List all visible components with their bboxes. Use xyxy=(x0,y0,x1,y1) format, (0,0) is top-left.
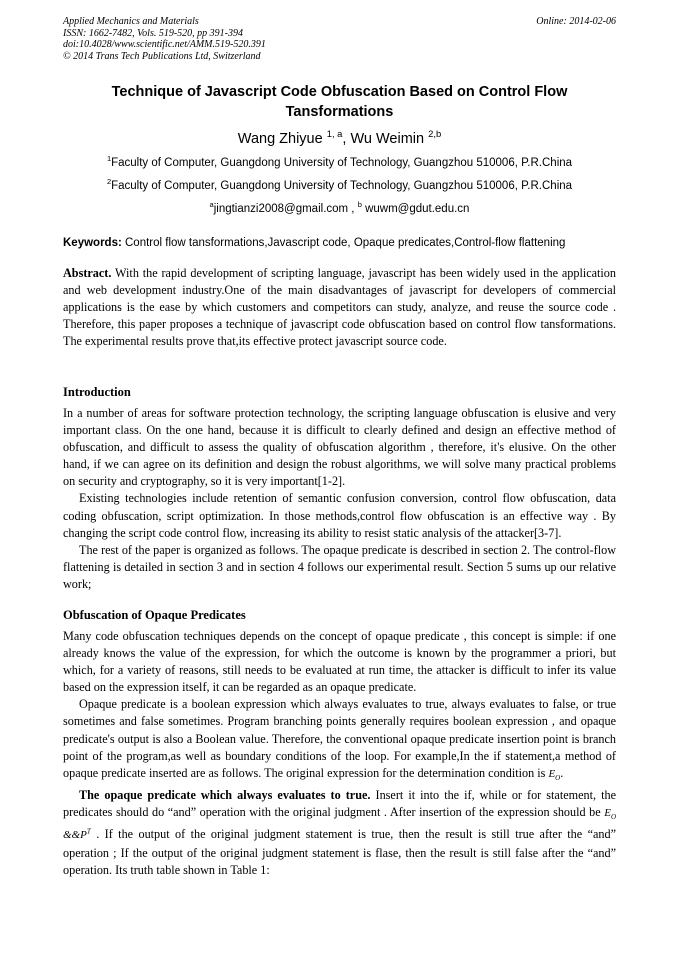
expr-p-sup: T xyxy=(86,827,91,836)
affiliation-2 xyxy=(63,179,616,193)
author-separator: , xyxy=(342,131,347,147)
opaque-paragraph-3-b: . If the output of the original judgment statement is true, then the result is still true after the “and” operation ; If the output of the original judgment statement is flase, then the result is still false after the “and” operation. Its truth table shown in Table 1: xyxy=(63,827,617,877)
affiliation-2-sup: 2 xyxy=(106,177,112,187)
opaque-paragraph-2 xyxy=(63,696,616,787)
expr-p: P xyxy=(80,829,87,842)
email-b: wuwm@gdut.edu.cn xyxy=(365,203,470,215)
affiliation-1-text: Faculty of Computer, Guangdong University of Technology, Guangzhou 510006, P.R.China xyxy=(111,157,573,169)
intro-paragraph-3: The rest of the paper is organized as follows. The opaque predicate is described in section 2. The control-flow flattening is detailed in section 3 and in section 4 follows our experimental result. Section 5 sums up our relative work; xyxy=(63,542,616,591)
issn-line: ISSN: 1662-7482, Vols. 519-520, pp 391-394 xyxy=(63,27,243,39)
expr-and: && xyxy=(63,829,81,842)
author-2-sup: 2,b xyxy=(428,128,442,140)
author-2-name: Wu Weimin xyxy=(350,131,425,147)
online-date: Online: 2014-02-06 xyxy=(536,16,616,27)
opaque-heading: Obfuscation of Opaque Predicates xyxy=(63,608,246,622)
expression-eo xyxy=(548,768,560,780)
intro-body xyxy=(63,405,616,593)
author-1-name: Wang Zhiyue xyxy=(237,131,323,147)
keywords-text: Control flow tansformations,Javascript code, Opaque predicates,Control-flow flattening xyxy=(125,237,566,249)
email-a-sup: a xyxy=(209,200,214,210)
expr-eo-base: E xyxy=(604,807,611,820)
opaque-paragraph-3 xyxy=(63,787,616,879)
opaque-paragraph-2-end: . xyxy=(560,765,564,780)
intro-paragraph-2: Existing technologies include retention of semantic confusion conversion, control flow obfuscation, data coding obfuscation, script optimization. In those methods,control flow obfuscation is an effective way . By changing the script code control flow, increasing its ability to resist static analysis of the attacker[3-7]. xyxy=(63,491,616,540)
opaque-true-heading: The opaque predicate which always evaluates to true. xyxy=(79,788,371,803)
affiliation-1 xyxy=(63,156,616,170)
opaque-paragraph-3-a: Insert it into the if, while or for statement, the predicates should do “and” operation with the original judgment . After insertion of the expression should be xyxy=(63,788,617,820)
email-line xyxy=(63,202,616,216)
opaque-paragraph-1: Many code obfuscation techniques depends on the concept of opaque predicate , this concept is simple: if one already knows the value of the expression, for which the outcome is known by the programmer a priori, but which, for a variety of reasons, still needs to be evaluated at run time, the attacker is difficult to infer its value based on the expression itself, it can be regarded as an opaque predicate. xyxy=(63,629,616,695)
expr-eo-sub: O xyxy=(610,813,616,822)
affiliation-1-sup: 1 xyxy=(106,154,112,164)
intro-paragraph-1: In a number of areas for software protection technology, the scripting language obfuscation is elusive and very important class. On the one hand, because it is difficult to clearly defined and design an effective method of obfuscation, and difficult to assess the quality of obfuscation algorithm , therefore, it's elusive. On the other hand, if we can agree on its definition and design the robust algorithms, we will solve many practical problems on security and cryptography, so it is very important[1-2]. xyxy=(63,406,616,489)
doi-line: doi:10.4028/www.scientific.net/AMM.519-520.391 xyxy=(63,39,266,50)
journal-name: Applied Mechanics and Materials xyxy=(63,16,199,27)
opaque-body xyxy=(63,628,616,879)
affiliation-2-text: Faculty of Computer, Guangdong University of Technology, Guangzhou 510006, P.R.China xyxy=(111,180,573,192)
abstract-label: Abstract. xyxy=(63,266,112,280)
eo-base: E xyxy=(548,767,556,780)
author-line xyxy=(63,130,616,148)
author-1-sup: 1, a xyxy=(326,128,343,140)
email-a: jingtianzi2008@gmail.com , xyxy=(213,203,355,215)
copyright-line: © 2014 Trans Tech Publications Ltd, Switzerland xyxy=(63,50,261,62)
intro-heading: Introduction xyxy=(63,385,131,399)
email-b-sup: b xyxy=(357,200,362,210)
keywords xyxy=(63,236,623,250)
opaque-paragraph-2-text: Opaque predicate is a boolean expression which always evaluates to true, always evaluates to false, or true sometimes and false sometimes. Program branching points generally requires boolean expression , and opaque predicate's output is also a Boolean value. Therefore, the conventional opaque predicate insertion point is branch point of the program,as well as boundary conditions of the loop. For example,In the if statement,a method of opaque predicate inserted are as follows. The original expression for the determination condition is xyxy=(63,697,616,780)
abstract xyxy=(63,265,616,350)
abstract-text: With the rapid development of scripting language, javascript has been widely used in the application and web development industry.One of the main disadvantages of javascript for developers of commercial applications is the ease by which customers and competitors can study, analyze, and reuse the source code . Therefore, this paper proposes a technique of javascript code obfuscation based on control flow tansformations. The experimental results prove that,its effective protect javascript source code. xyxy=(63,266,616,349)
eo-sub: O xyxy=(555,773,561,782)
journal-header xyxy=(63,16,616,62)
keywords-label: Keywords: xyxy=(63,237,122,249)
paper-title: Technique of Javascript Code Obfuscation Based on Control Flow Tansformations xyxy=(111,84,568,120)
